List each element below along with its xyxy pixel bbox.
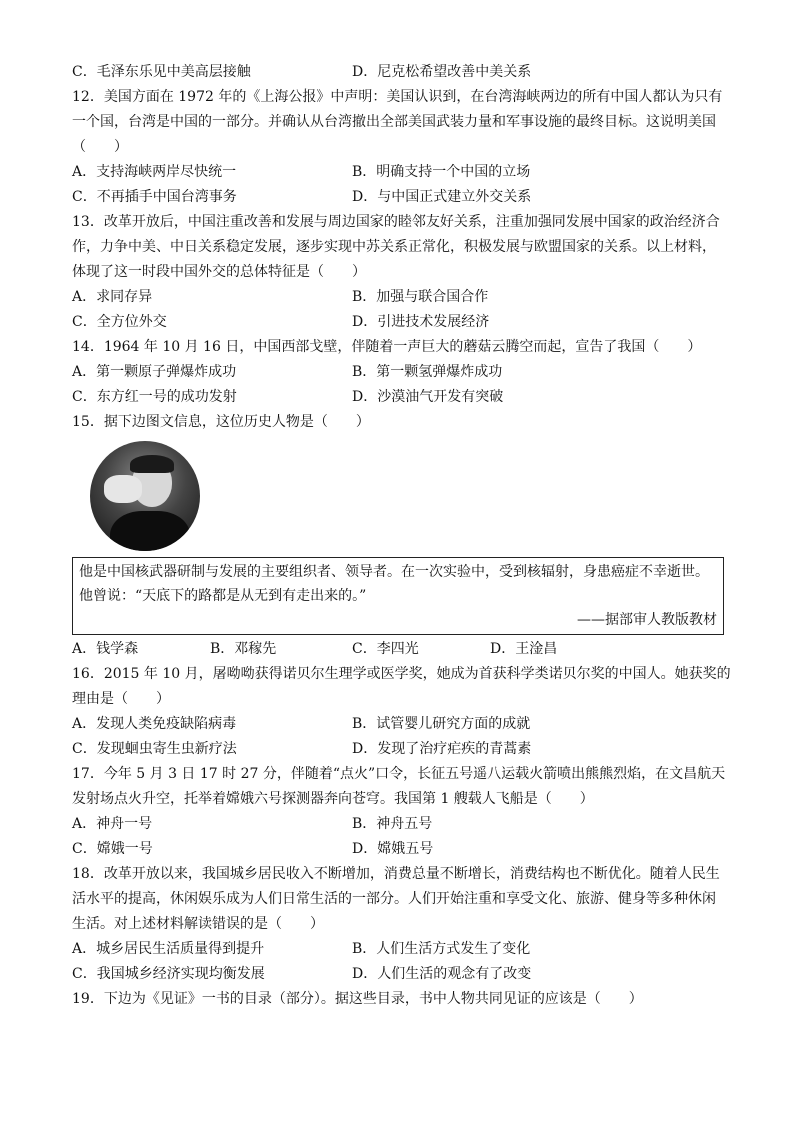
option-a: A．求同存异 — [72, 289, 153, 305]
q13-stem-3: 体现了这一时段中国外交的总体特征是（ ） — [72, 264, 366, 280]
option-d: D．尼克松希望改善中美关系 — [352, 64, 532, 80]
option-d: D．人们生活的观念有了改变 — [352, 966, 532, 982]
q12-options-ab — [72, 160, 724, 185]
option-d: D．沙漠油气开发有突破 — [352, 389, 504, 405]
q15-info-box — [72, 557, 724, 635]
q18-stem-2: 活水平的提高，休闲娱乐成为人们日常生活的一部分。人们开始注重和享受文化、旅游、健身等多种休闲 — [72, 891, 716, 907]
option-c: C．我国城乡经济实现均衡发展 — [72, 966, 265, 982]
option-a: A．第一颗原子弹爆炸成功 — [72, 364, 237, 380]
q17-stem-1: 17．今年 5 月 3 日 17 时 27 分，伴随着“点火”口令，长征五号遥八运载火箭喷出熊熊烈焰，在文昌航天 — [72, 766, 726, 782]
option-c: C．东方红一号的成功发射 — [72, 389, 237, 405]
q18-stem-3: 生活。对上述材料解读错误的是（ ） — [72, 916, 324, 932]
portrait-hand — [104, 475, 142, 503]
q15-options — [72, 637, 724, 662]
option-a: A．神舟一号 — [72, 816, 153, 832]
q12-stem-2: 一个国，台湾是中国的一部分。并确认从台湾撤出全部美国武装力量和军事设施的最终目标。这说明美国 — [72, 114, 716, 130]
option-c: C．嫦娥一号 — [72, 841, 153, 857]
q18-options-cd — [72, 962, 724, 987]
q15-source: ——据部审人教版教材 — [577, 612, 717, 628]
portrait-photo — [90, 441, 200, 551]
option-d: D．引进技术发展经济 — [352, 314, 490, 330]
option-b: B．邓稼先 — [210, 641, 277, 657]
option-c: C．全方位外交 — [72, 314, 167, 330]
q12-options-cd — [72, 185, 724, 210]
q13-options-ab — [72, 285, 724, 310]
option-b: B．加强与联合国合作 — [352, 289, 489, 305]
q13-options-cd — [72, 310, 724, 335]
option-a: A．钱学森 — [72, 641, 139, 657]
option-b: B．神舟五号 — [352, 816, 433, 832]
option-a: A．发现人类免疫缺陷病毒 — [72, 716, 237, 732]
option-a: A．支持海峡两岸尽快统一 — [72, 164, 237, 180]
option-c: C．不再插手中国台湾事务 — [72, 189, 237, 205]
q12-stem-1: 12．美国方面在 1972 年的《上海公报》中声明：美国认识到，在台湾海峡两边的所有中国人都认为只有 — [72, 89, 723, 105]
q18-options-ab — [72, 937, 724, 962]
q16-options-ab — [72, 712, 724, 737]
q15-box-line-2: 他曾说：“天底下的路都是从无到有走出来的。” — [79, 588, 367, 604]
option-b: B．第一颗氢弹爆炸成功 — [352, 364, 503, 380]
option-c: C．李四光 — [352, 641, 419, 657]
q13-stem-1: 13．改革开放后，中国注重改善和发展与周边国家的睦邻友好关系，注重加强同发展中国家的政治经济合 — [72, 214, 720, 230]
option-c: C．发现蛔虫寄生虫新疗法 — [72, 741, 237, 757]
q15-stem-1: 15．据下边图文信息，这位历史人物是（ ） — [72, 414, 370, 430]
q16-stem-1: 16．2015 年 10 月，屠呦呦获得诺贝尔生理学或医学奖，她成为首获科学类诺贝尔奖的中国人。她获奖的 — [72, 666, 731, 682]
q14-options-cd — [72, 385, 724, 410]
option-d: D．与中国正式建立外交关系 — [352, 189, 532, 205]
q14-stem-1: 14．1964 年 10 月 16 日，中国西部戈壁，伴随着一声巨大的蘑菇云腾空而起，宣告了我国（ ） — [72, 339, 702, 355]
q11-options-cd — [72, 60, 724, 85]
portrait-hair — [130, 455, 174, 473]
q12-stem-3: （ ） — [72, 139, 128, 155]
q16-stem-2: 理由是（ ） — [72, 691, 170, 707]
exam-page — [72, 60, 731, 1012]
q16-options-cd — [72, 737, 724, 762]
q18-stem-1: 18．改革开放以来，我国城乡居民收入不断增加，消费总量不断增长，消费结构也不断优化。随着人民生 — [72, 866, 720, 882]
portrait-area — [72, 441, 724, 553]
q17-options-ab — [72, 812, 724, 837]
option-b: B．明确支持一个中国的立场 — [352, 164, 531, 180]
q13-stem-2: 作，力争中美、中日关系稳定发展，逐步实现中苏关系正常化，积极发展与欧盟国家的关系。以上材料， — [72, 239, 716, 255]
option-a: A．城乡居民生活质量得到提升 — [72, 941, 265, 957]
q19-stem-1: 19．下边为《见证》一书的目录（部分）。据这些目录，书中人物共同见证的应该是（ ） — [72, 991, 643, 1007]
option-b: B．人们生活方式发生了变化 — [352, 941, 531, 957]
q15-box-line-1: 他是中国核武器研制与发展的主要组织者、领导者。在一次实验中，受到核辐射，身患癌症不幸逝世。 — [79, 564, 709, 580]
portrait-body — [110, 511, 190, 551]
option-d: D．发现了治疗疟疾的青蒿素 — [352, 741, 532, 757]
option-d: D．王淦昌 — [490, 641, 558, 657]
q17-options-cd — [72, 837, 724, 862]
option-b: B．试管婴儿研究方面的成就 — [352, 716, 531, 732]
q17-stem-2: 发射场点火升空，托举着嫦娥六号探测器奔向苍穹。我国第 1 艘载人飞船是（ ） — [72, 791, 594, 807]
option-c: C．毛泽东乐见中美高层接触 — [72, 64, 251, 80]
option-d: D．嫦娥五号 — [352, 841, 434, 857]
q14-options-ab — [72, 360, 724, 385]
